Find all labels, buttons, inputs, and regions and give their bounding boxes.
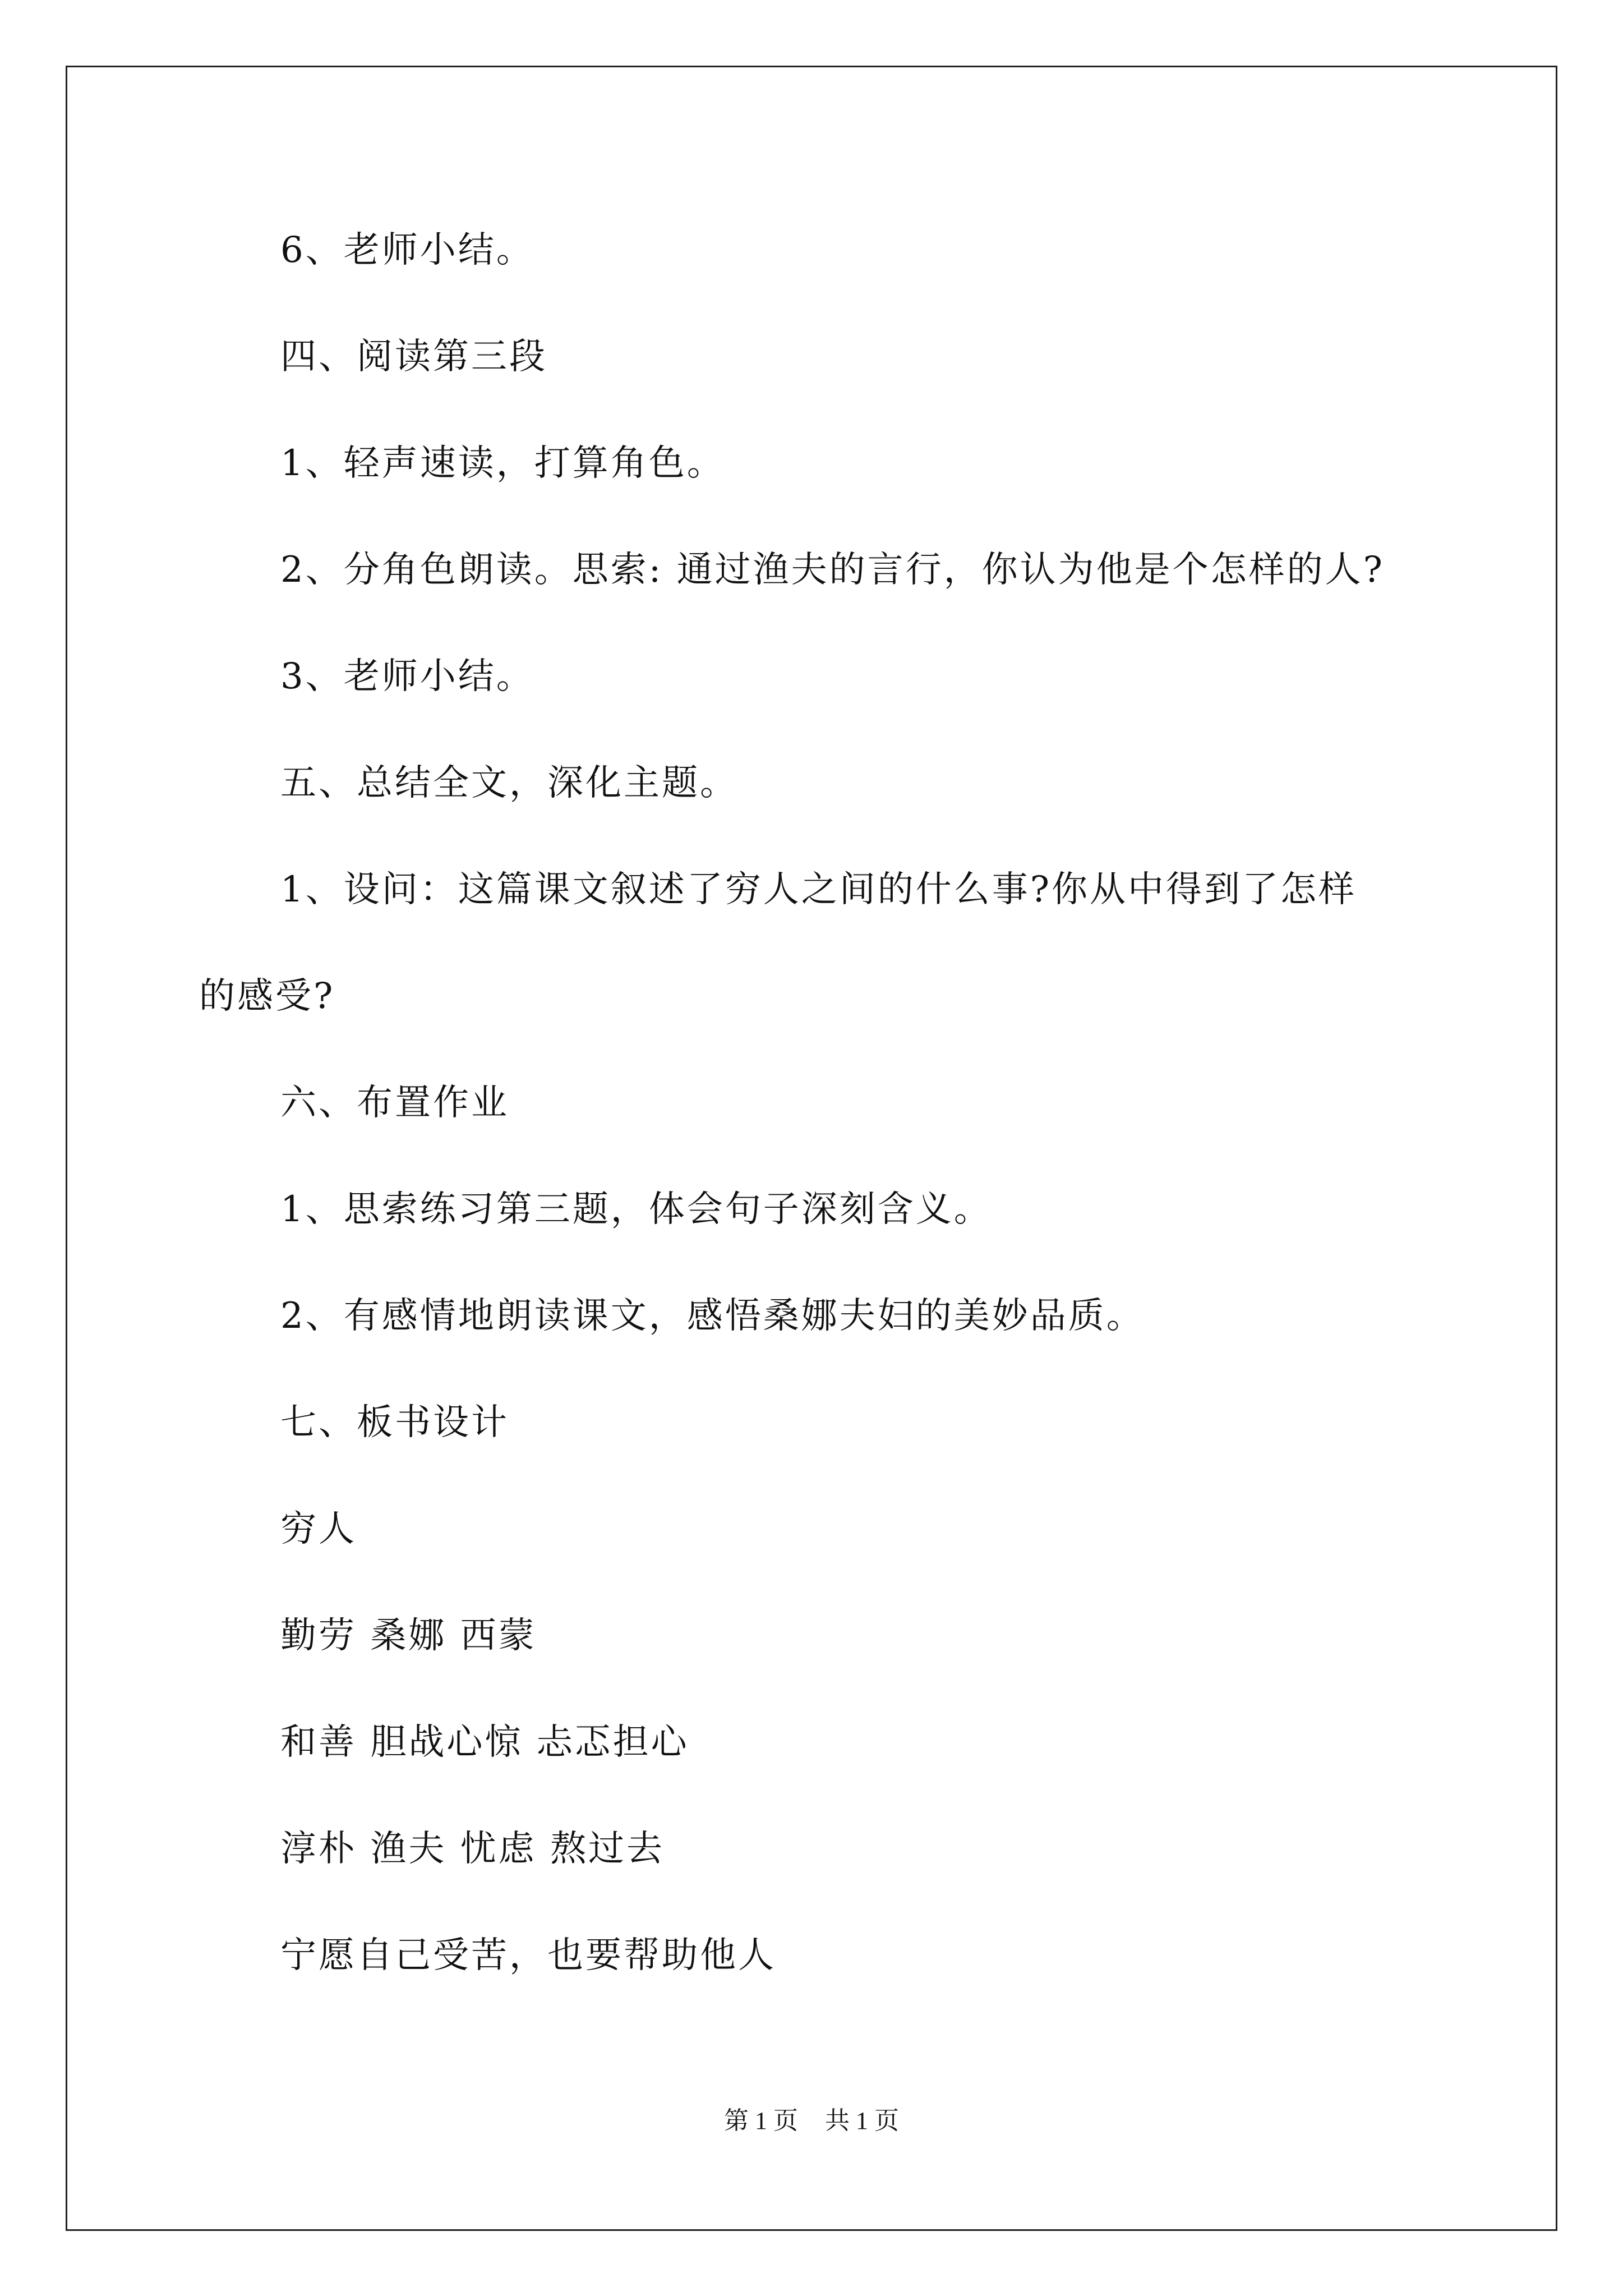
board-line-3: 淳朴 渔夫 忧虑 熬过去	[280, 1828, 665, 1870]
board-line-2: 和善 胆战心惊 忐忑担心	[280, 1722, 689, 1763]
page-number-total: 共 1 页	[825, 2107, 899, 2134]
text-line-10: 1、思索练习第三题，体会句子深刻含义。	[280, 1189, 992, 1230]
page-footer	[0, 2100, 1623, 2136]
section-heading-7: 七、板书设计	[280, 1402, 509, 1443]
board-line-4: 宁愿自己受苦，也要帮助他人	[280, 1935, 776, 1976]
text-line-5: 3、老师小结。	[280, 656, 534, 697]
section-heading-6: 六、布置作业	[280, 1082, 509, 1124]
page-border	[66, 66, 1557, 2231]
section-heading-5: 五、总结全文，深化主题。	[280, 762, 738, 804]
board-line-1: 勤劳 桑娜 西蒙	[280, 1615, 537, 1657]
text-line-8: 的感受?	[199, 976, 335, 1017]
text-line-11: 2、有感情地朗读课文，感悟桑娜夫妇的美妙品质。	[280, 1295, 1145, 1337]
section-heading-4: 四、阅读第三段	[280, 336, 547, 378]
board-title: 穷人	[280, 1508, 357, 1550]
text-line-7: 1、设问：这篇课文叙述了穷人之间的什么事?你从中得到了怎样	[280, 869, 1357, 910]
text-line-1: 6、老师小结。	[280, 229, 534, 271]
text-line-3: 1、轻声速读，打算角色。	[280, 443, 725, 484]
text-line-4: 2、分角色朗读。思索: 通过渔夫的言行，你认为他是个怎样的人?	[280, 549, 1385, 591]
page-number-current: 第 1 页	[724, 2107, 798, 2134]
